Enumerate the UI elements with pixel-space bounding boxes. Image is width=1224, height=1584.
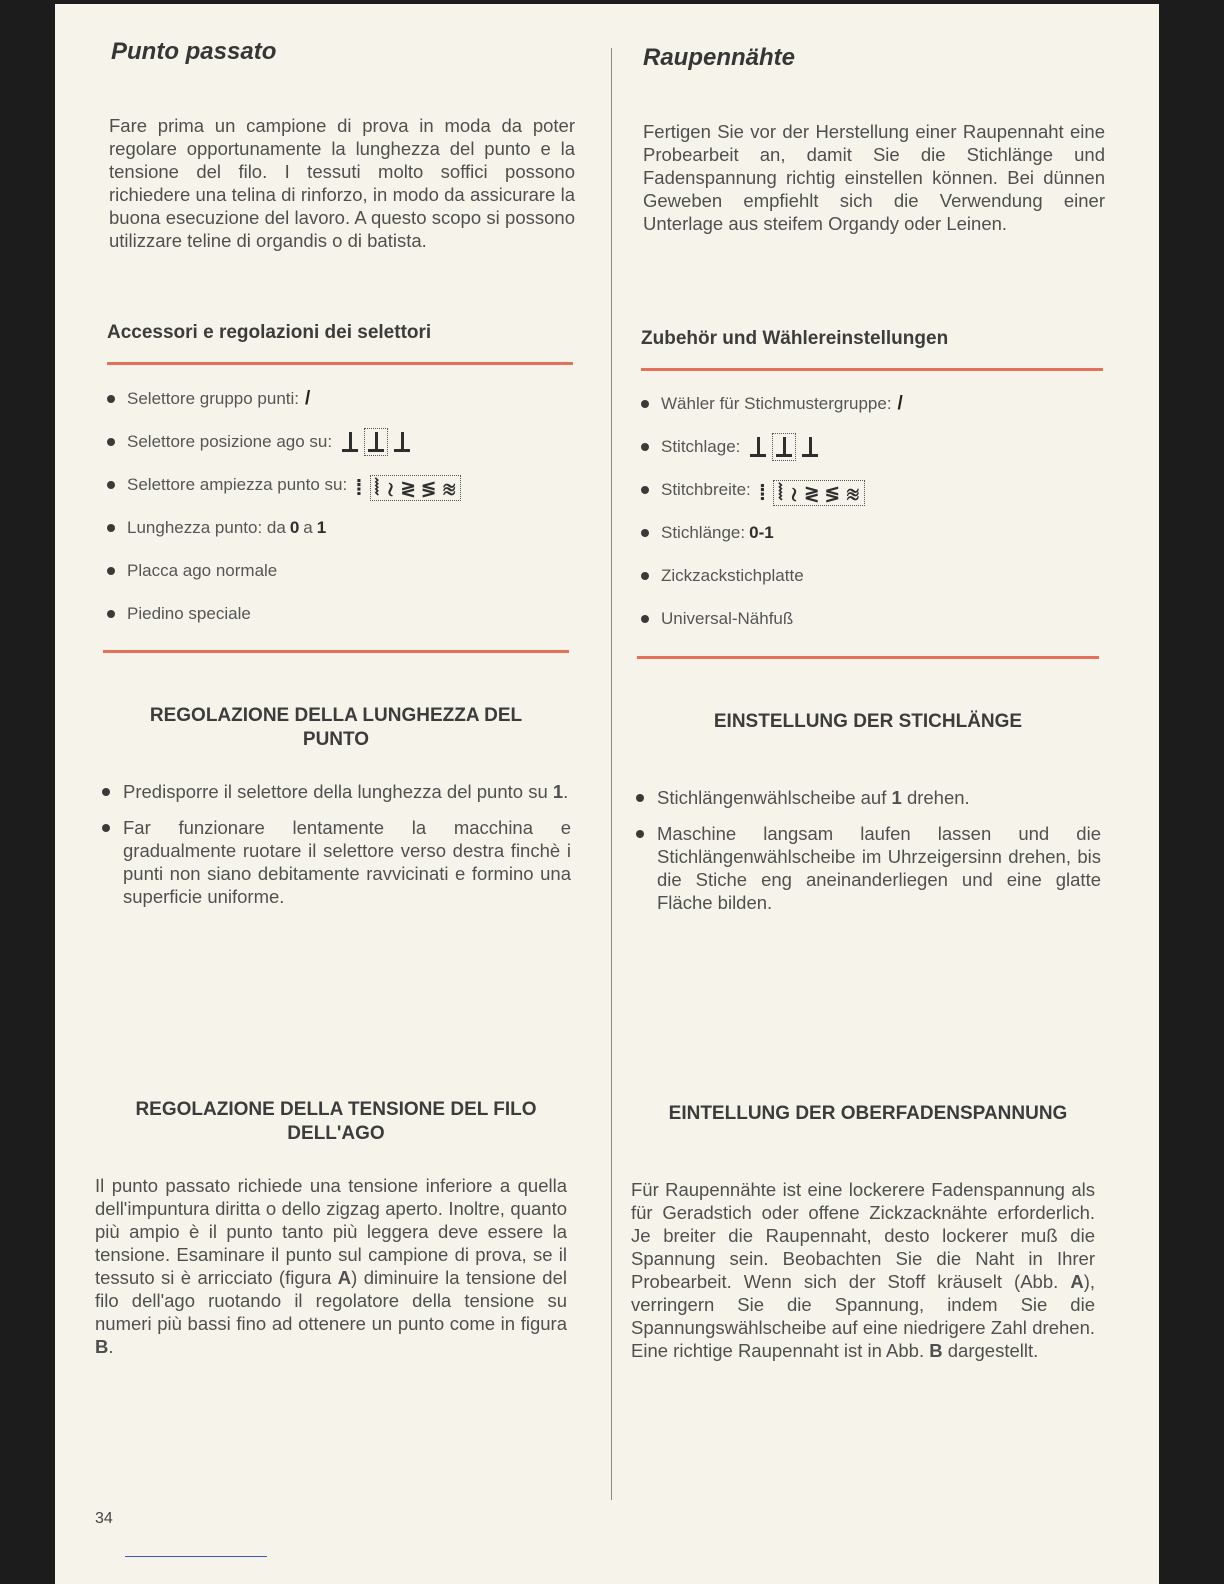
accessories-heading: Accessori e regolazioni dei selettori — [107, 322, 432, 343]
setting-label: Stitchbreite: — [661, 480, 751, 499]
accessories-heading: Zubehör und Wählereinstellungen — [641, 328, 949, 349]
setting-needle-position — [639, 437, 1109, 480]
needle-center-icon — [776, 437, 792, 457]
length-steps — [101, 780, 571, 921]
length-min: 0 — [289, 518, 300, 537]
setting-needle-plate — [105, 561, 575, 604]
tension-text: Il punto passato richiede una tensione inferiore a quella dell'impuntura diritta o dello zigzag aperto. Inoltre, quanto più ampio è il punto tanto più leggera deve essere la tensione. Esaminare il punto sul campione di prova, se il tessuto si è arricciato (figura — [95, 1175, 567, 1288]
step-text: Maschine langsam laufen lassen und die Stichlängenwählscheibe im Uhrzeigersinn drehen, bis die Stiche eng aneinanderliegen und eine glatte Fläche bilden. — [657, 823, 1101, 913]
needle-left-icon — [750, 437, 766, 457]
length-heading: REGOLAZIONE DELLA LUNGHEZZA DEL PUNTO — [149, 705, 523, 750]
settings-list — [639, 394, 1109, 652]
tension-text: ), verringern Sie die Spannung, indem Sie die Spannungswählscheibe auf eine niedrigere Zahl drehen. Eine richtige Raupennaht ist in Abb. — [631, 1271, 1095, 1361]
straight-width-icon: ⁞ — [758, 480, 768, 505]
step-text: Far funzionare lentamente la macchina e gradualmente ruotare il selettore verso destra finchè i punti non siano debitamente ravvicinati e formino una superficie uniforme. — [123, 817, 571, 907]
setting-label: Stichlänge: — [661, 523, 746, 542]
length-range: 0-1 — [749, 523, 774, 542]
length-step — [635, 822, 1101, 914]
figure-a-ref: A — [1070, 1271, 1084, 1292]
setting-label: Zickzackstichplatte — [661, 566, 804, 585]
step-text: Predisporre il selettore della lunghezza del punto su — [123, 781, 548, 802]
figure-b-ref: B — [929, 1340, 943, 1361]
setting-stitch-group — [105, 389, 575, 432]
length-step — [635, 786, 1101, 809]
setting-label: Piedino speciale — [127, 604, 251, 623]
needle-position-icons — [342, 432, 410, 452]
tension-heading: REGOLAZIONE DELLA TENSIONE DEL FILO DELL'AGO — [135, 1099, 537, 1144]
section-title: Raupennähte — [643, 44, 796, 71]
stitch-width-icons — [355, 475, 461, 501]
figure-b-ref: B — [95, 1336, 109, 1357]
step-text: Stichlängenwählscheibe auf — [657, 787, 887, 808]
needle-right-icon — [394, 432, 410, 452]
bottom-link-line — [125, 1556, 267, 1557]
needle-left-icon — [342, 432, 358, 452]
setting-needle-plate — [639, 566, 1109, 609]
stitch-group-symbol: / — [897, 393, 903, 414]
intro-paragraph: Fertigen Sie vor der Herstellung einer Raupennaht eine Probearbeit an, damit Sie die Stichlänge und Fadenspannung richtig einstellen können. Bei dünnen Geweben empfiehlt sich die Verwendung einer Unterlage aus steifem Organdy oder Leinen. — [643, 121, 1105, 234]
length-max: 1 — [316, 518, 327, 537]
length-step — [101, 816, 571, 908]
setting-label: Stitchlage: — [661, 437, 741, 456]
needle-position-icons — [750, 437, 818, 457]
figure-a-ref: A — [337, 1267, 352, 1288]
zigzag-widths-icon: ⦚ ≀ ≷ ≶ ≋ — [773, 480, 865, 506]
tension-heading: EINTELLUNG DER OBERFADENSPANNUNG — [668, 1103, 1068, 1124]
step-text-end: drehen. — [906, 787, 970, 808]
tension-text: dargestellt. — [947, 1340, 1039, 1361]
tension-paragraph — [95, 1174, 567, 1358]
tension-text: ) diminuire la tensione del filo dell'ago ruotando il regolatore della tensione su numeri più bassi fino ad ottenere un punto come in figura — [95, 1267, 567, 1334]
setting-stitch-length — [105, 518, 575, 561]
tension-text: . — [108, 1336, 114, 1357]
length-steps — [635, 786, 1101, 927]
setting-stitch-width — [105, 475, 575, 518]
step-text-end: . — [563, 781, 569, 802]
column-divider — [611, 48, 612, 1500]
setting-stitch-length — [639, 523, 1109, 566]
stitch-width-icons — [759, 480, 865, 506]
setting-label: Placca ago normale — [127, 561, 278, 580]
tension-text: Für Raupennähte ist eine lockerere Fadenspannung als für Geradstich oder offene Zickzacknähte erforderlich. Je breiter die Raupennaht, desto lockerer muß die Spannung sein. Beobachten Sie die Naht in Ihrer Probearbeit. Wenn sich der Stoff kräuselt (Abb. — [631, 1179, 1095, 1292]
zigzag-widths-icon: ⦚ ≀ ≷ ≶ ≋ — [370, 475, 462, 501]
setting-label: Selettore posizione ago su: — [127, 432, 333, 451]
setting-label: Selettore gruppo punti: — [127, 389, 300, 408]
bottom-rule — [637, 656, 1099, 659]
setting-presser-foot — [105, 604, 575, 647]
top-rule — [641, 368, 1103, 371]
setting-stitch-width — [639, 480, 1109, 523]
settings-list — [105, 389, 575, 647]
stitch-group-symbol: / — [305, 388, 311, 409]
setting-stitch-group — [639, 394, 1109, 437]
setting-needle-position — [105, 432, 575, 475]
straight-width-icon: ⁞ — [355, 475, 364, 500]
bottom-rule — [103, 650, 569, 653]
manual-page — [55, 4, 1159, 1584]
setting-label: Wähler für Stichmustergruppe: — [661, 394, 892, 413]
length-heading: EINSTELLUNG DER STICHLÄNGE — [713, 711, 1023, 732]
setting-presser-foot — [639, 609, 1109, 652]
page-number: 34 — [95, 1510, 113, 1527]
needle-right-icon — [802, 437, 818, 457]
length-step — [101, 780, 571, 803]
needle-center-icon — [368, 432, 384, 452]
setting-label: Lunghezza punto: da — [127, 518, 286, 537]
setting-label: Selettore ampiezza punto su: — [127, 475, 348, 494]
intro-paragraph: Fare prima un campione di prova in moda da poter regolare opportunamente la lunghezza del punto e la tensione del filo. I tessuti molto soffici possono richiedere una telina di rinforzo, in modo da assicurare la buona esecuzione del lavoro. A questo scopo si possono utilizzare teline di organdis o di batista. — [109, 115, 575, 251]
top-rule — [107, 362, 573, 365]
length-connector: a — [303, 518, 313, 537]
setting-label: Universal-Nähfuß — [661, 609, 794, 628]
tension-paragraph — [631, 1178, 1095, 1362]
step-value: 1 — [552, 781, 564, 802]
step-value: 1 — [891, 787, 902, 808]
section-title: Punto passato — [111, 38, 277, 65]
